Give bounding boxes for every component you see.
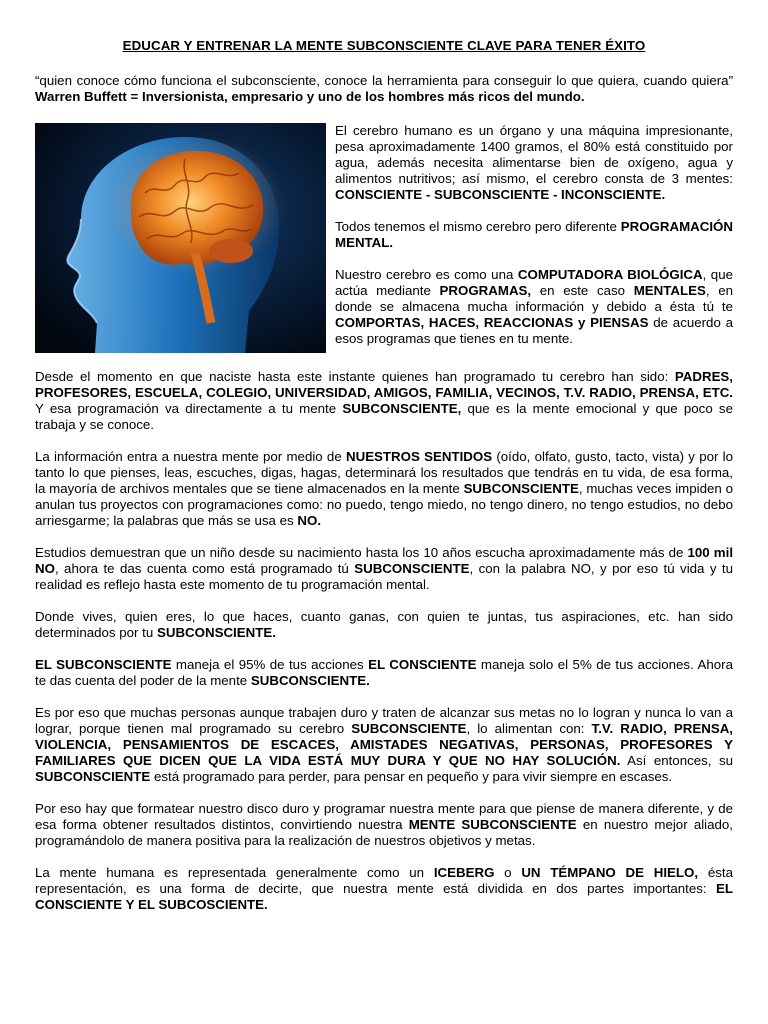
document-title: EDUCAR Y ENTRENAR LA MENTE SUBCONSCIENTE CLAVE PARA TENER ÉXITO [122,38,646,53]
bold-run: NO. [297,513,322,528]
text-run: Y esa programación va directamente a tu mente [35,401,337,416]
text-run: Por eso hay que formatear nuestro disco duro y programar nuestra mente para que piense de manera diferente, y de esa forma obtener resultados distintos, convirtiendo nuestra [35,801,733,832]
text-run: maneja el 95% de tus acciones [175,657,364,672]
paragraph-programmers [35,369,733,433]
bold-run: SUBCONSCIENTE [351,721,467,736]
human-head-brain-illustration-icon [35,123,326,353]
quote-author: Warren Buffett = Inversionista, empresario y uno de los hombres más ricos del mundo. [35,89,585,104]
bold-run: COMPORTAS, HACES, REACCIONAS y PIENSAS [335,315,649,330]
bold-run: SUBCONSCIENTE, [342,401,462,416]
bold-run: ICEBERG [433,865,495,880]
paragraph-brain-description [335,123,733,203]
text-run: está programado para perder, para pensar en pequeño y para vivir siempre en escases. [153,769,673,784]
bold-run: T.V. RADIO, PRENSA, VIOLENCIA, PENSAMIENTOS DE ESCACES, AMISTADES NEGATIVAS, PERSONAS, PROFESORES Y FAMILIARES QUE DICEN QUE LA VIDA ESTÁ MUY DURA Y QUE NO HAY SOLUCIÓN. [35,721,733,768]
bold-run: EL CONSCIENTE Y EL SUBCOSCIENTE. [35,881,733,912]
text-run: El cerebro humano es un órgano y una máquina impresionante, pesa aproximadamente 1400 gramos, el 80% está constituido por agua, además necesita alimentarse bien de oxígeno, agua y alimentos nutritivos; así mismo, el cerebro consta de 3 mentes: [335,123,733,186]
text-run: de acuerdo a esos programas que tienes en tu mente. [335,315,733,346]
bold-run: CONSCIENTE - SUBCONSCIENTE - INCONSCIENTE. [335,187,666,202]
paragraph-iceberg [35,865,733,913]
text-run: , en donde se almacena mucha información y debido a ésta tú te [335,283,733,314]
bold-run: SUBCONSCIENTE [463,481,579,496]
text-run: , que actúa mediante [335,267,733,298]
bold-run: SUBCONSCIENTE [35,769,151,784]
text-run: Estudios demuestran que un niño desde su nacimiento hasta los 10 años escucha aproximadamente más de [35,545,684,560]
paragraph-studies [35,545,733,593]
quote-text: “quien conoce cómo funciona el subconsciente, conoce la herramienta para conseguir lo que quiera, cuando quiera” [35,73,733,88]
bold-run: PROGRAMACIÓN MENTAL. [335,219,734,250]
text-run: , ahora te das cuenta como está programado tú [54,561,349,576]
paragraph-senses [35,449,733,529]
bold-run: EL SUBCONSCIENTE [35,657,172,672]
text-run: Es por eso que muchas personas aunque trabajen duro y traten de alcanzar sus metas no lo logran y nunca lo van a lograr, porque tienen mal programado su cerebro [35,705,733,736]
bold-run: SUBCONSCIENTE. [156,625,276,640]
text-run: (oído, olfato, gusto, tacto, vista) y por lo tanto lo que pienses, leas, escuches, digas, hagas, determinará los resultados que tendrás en tu vida, de esa forma, la mayoría de archivos mentales que se tiene almacenados en la mente [35,449,734,496]
bold-run: 100 mil NO [35,545,734,576]
text-run: Todos tenemos el mismo cerebro pero diferente [335,219,617,234]
bold-run: SUBCONSCIENTE. [250,673,370,688]
text-run: en este caso [539,283,626,298]
text-run: en nuestro mejor aliado, programándolo de manera positiva para la realización de nuestros objetivos y metas. [35,817,734,848]
text-run: Desde el momento en que naciste hasta este instante quienes han programado tu cerebro han sido: [35,369,669,384]
text-run: , lo alimentan con: [466,721,585,736]
quote-paragraph [35,73,733,105]
bold-run: MENTE SUBCONSCIENTE [408,817,577,832]
bold-run: NUESTROS SENTIDOS [345,449,493,464]
paragraph-hard-work [35,705,733,785]
intro-column [335,123,733,363]
paragraph-biological-computer [335,267,733,347]
text-run: Nuestro cerebro es como una [335,267,514,282]
main-body [35,369,733,929]
text-run: Donde vives, quien eres, lo que haces, cuanto ganas, con quien te juntas, tus aspiraciones, etc. han sido determinados por tu [35,609,733,640]
bold-run: UN TÉMPANO DE HIELO, [521,865,699,880]
text-run: La información entra a nuestra mente por medio de [35,449,342,464]
bold-run: EL CONSCIENTE [368,657,477,672]
text-run: , con la palabra NO, y por eso tú vida y tu realidad es reflejo hasta este momento de tu programación mental. [35,561,733,592]
text-run: maneja solo el 5% de tus acciones. Ahora te das cuenta del poder de la mente [35,657,733,688]
text-run: o [504,865,512,880]
bold-run: MENTALES [633,283,706,298]
text-run: ésta representación, es una forma de decirte, que nuestra mente está dividida en dos partes importantes: [35,865,733,896]
paragraph-same-brain [335,219,733,251]
text-run: Así entonces, su [627,753,733,768]
paragraph-format-disk [35,801,733,849]
paragraph-determined [35,609,733,641]
bold-run: SUBCONSCIENTE [354,561,470,576]
paragraph-percentages [35,657,733,689]
bold-run: PADRES, PROFESORES, ESCUELA, COLEGIO, UNIVERSIDAD, AMIGOS, FAMILIA, VECINOS, T.V. RADIO, PRENSA, ETC. [35,369,733,400]
brain-head-image [35,123,326,353]
text-run: La mente humana es representada generalmente como un [35,865,425,880]
text-run: que es la mente emocional y que poco se trabaja y se conoce. [35,401,733,432]
bold-run: PROGRAMAS, [439,283,532,298]
bold-run: COMPUTADORA BIOLÓGICA [517,267,703,282]
text-run: , muchas veces impiden o anulan tus proyectos con programaciones como: no puedo, tengo miedo, no tengo dinero, no tengo estudios, no debo arriesgarme; la palabras que más se usa es [35,481,733,528]
